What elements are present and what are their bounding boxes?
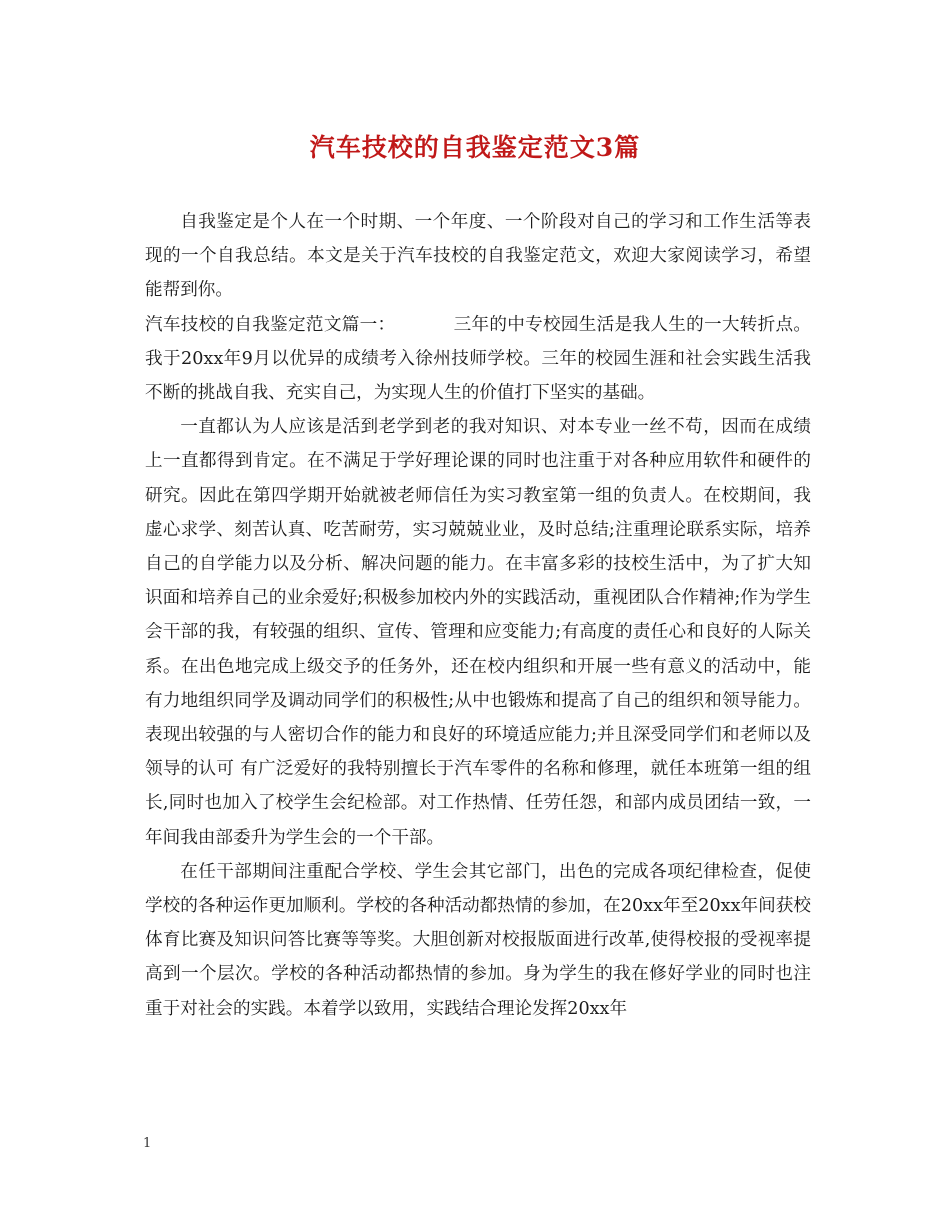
paragraph-1-rest: 我于20xx年9月以优异的成绩考入徐州技师学校。三年的校园生涯和社会实践生活我不断的挑战自我、充实自己，为实现人生的价值打下坚实的基础。 bbox=[145, 348, 811, 404]
paragraph-3: 在任干部期间注重配合学校、学生会其它部门，出色的完成各项纪律检查，促使学校的各种运作更加顺利。学校的各种活动都热情的参加，在20xx年至20xx年间获校体育比赛及知识问答比赛等等奖。大胆创新对校报版面进行改革,使得校报的受视率提高到一个层次。学校的各种活动都热情的参加。身为学生的我在修好学业的同时也注重于对社会的实践。本着学以致用，实践结合理论发挥20xx年 bbox=[145, 861, 811, 1019]
intro-paragraph: 自我鉴定是个人在一个时期、一个年度、一个阶段对自己的学习和工作生活等表现的一个自我总结。本文是关于汽车技校的自我鉴定范文，欢迎大家阅读学习，希望能帮到你。 bbox=[145, 212, 811, 301]
document-body bbox=[145, 205, 811, 1026]
section-paragraph-1 bbox=[145, 308, 811, 411]
paragraph-2: 一直都认为人应该是活到老学到老的我对知识、对本专业一丝不苟，因而在成绩上一直都得到肯定。在不满足于学好理论课的同时也注重于对各种应用软件和硬件的研究。因此在第四学期开始就被老师信任为实习教室第一组的负责人。在校期间，我虚心求学、刻苦认真、吃苦耐劳，实习兢兢业业，及时总结;注重理论联系实际，培养自己的自学能力以及分析、解决问题的能力。在丰富多彩的技校生活中，为了扩大知识面和培养自己的业余爱好;积极参加校内外的实践活动，重视团队合作精神;作为学生会干部的我，有较强的组织、宣传、管理和应变能力;有高度的责任心和良好的人际关系。在出色地完成上级交予的任务外，还在校内组织和开展一些有意义的活动中，能有力地组织同学及调动同学们的积极性;从中也锻炼和提高了自己的组织和领导能力。表现出较强的与人密切合作的能力和良好的环境适应能力;并且深受同学们和老师以及领导的认可 有广泛爱好的我特别擅长于汽车零件的名称和修理，就任本班第一组的组长,同时也加入了校学生会纪检部。对工作热情、任劳任怨，和部内成员团结一致，一年间我由部委升为学生会的一个干部。 bbox=[145, 417, 811, 848]
page-number: 1 bbox=[143, 1136, 152, 1151]
section-first-sentence: 三年的中专校园生活是我人生的一大转折点。 bbox=[453, 314, 811, 335]
section-heading: 汽车技校的自我鉴定范文篇一： bbox=[145, 314, 396, 335]
document-title: 汽车技校的自我鉴定范文3篇 bbox=[309, 133, 641, 162]
